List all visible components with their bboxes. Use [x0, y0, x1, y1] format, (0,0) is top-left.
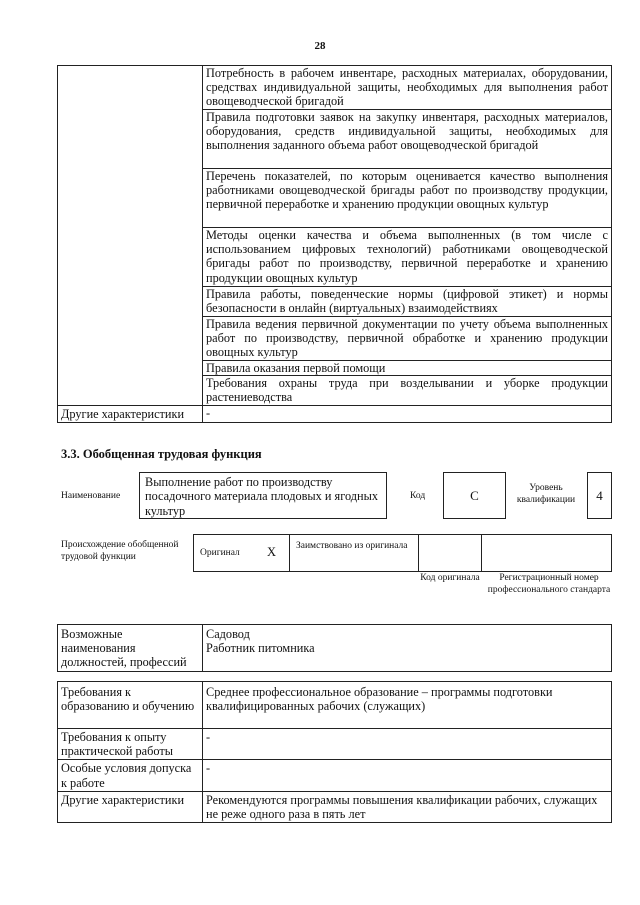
- requirements-table: [57, 681, 612, 823]
- origin-divider: [481, 535, 482, 571]
- position-item: Садовод: [206, 627, 250, 641]
- requirement-label: Требования к образованию и обучению: [58, 682, 203, 729]
- other-characteristics-value: -: [203, 406, 612, 423]
- requirement-value: Среднее профессиональное образование – программы подготовки квалифицированных рабочих (служащих): [203, 682, 612, 729]
- positions-label: Возможные наименования должностей, профессий: [58, 625, 203, 672]
- knowledge-item: Правила подготовки заявок на закупку инвентаря, расходных материалов, оборудования, средств индивидуальной защиты, необходимых для выполнения заданного объема работ овощеводческой бригадой: [203, 110, 612, 169]
- code-value: C: [470, 488, 479, 503]
- knowledge-item: Потребность в рабочем инвентаре, расходных материалах, оборудовании, средствах индивидуальной защиты, необходимых для выполнения работ овощеводческой бригадой: [203, 66, 612, 110]
- knowledge-item: Методы оценки качества и объема выполненных (в том числе с использованием цифровых технологий) работниками овощеводческой бригады работ по производству, первичной переработке и хранению продукции овощных культур: [203, 228, 612, 287]
- original-mark: X: [267, 545, 277, 559]
- name-label: Наименование: [61, 491, 121, 501]
- knowledge-table: [57, 65, 612, 423]
- other-characteristics-label: Другие характеристики: [58, 406, 203, 423]
- origin-divider: [289, 535, 290, 571]
- code-label: Код: [410, 491, 426, 501]
- section-title: 3.3. Обобщенная трудовая функция: [61, 447, 262, 461]
- requirement-value: -: [203, 760, 612, 791]
- table-row: [58, 66, 612, 110]
- position-item: Работник питомника: [206, 641, 315, 656]
- table-row: [58, 729, 612, 760]
- level-label: Уровень квалификации: [516, 483, 576, 505]
- knowledge-item: Правила ведения первичной документации по учету объема выполненных работ по производству, первичной обработке и хранению продукции овощных культур: [203, 317, 612, 361]
- borrowed-label: Заимствовано из оригинала: [296, 541, 408, 551]
- origin-divider: [418, 535, 419, 571]
- table-row: [58, 682, 612, 729]
- table-left-cell: [58, 66, 203, 406]
- knowledge-item: Перечень показателей, по которым оценивается качество выполнения работниками овощеводческой бригады работ по производству продукции, первичной переработке и хранению продукции овощных культур: [203, 169, 612, 228]
- level-value: 4: [596, 488, 603, 503]
- positions-values: [203, 625, 612, 672]
- level-box: [587, 472, 612, 519]
- function-name-value: Выполнение работ по производству посадочного материала плодовых и ягодных культур: [145, 475, 378, 518]
- table-row: [58, 760, 612, 791]
- origin-label: Происхождение обобщенной трудовой функции: [61, 540, 179, 562]
- origin-box: [193, 534, 612, 572]
- function-name-box: [139, 472, 387, 519]
- requirement-value: Рекомендуются программы повышения квалификации рабочих, служащих не реже одного раза в пять лет: [203, 791, 612, 822]
- requirement-label: Другие характеристики: [58, 791, 203, 822]
- table-row: [58, 791, 612, 822]
- positions-table: [57, 624, 612, 672]
- requirement-value: -: [203, 729, 612, 760]
- knowledge-item: Правила оказания первой помощи: [203, 361, 612, 376]
- original-label: Оригинал: [200, 548, 240, 558]
- requirement-label: Требования к опыту практической работы: [58, 729, 203, 760]
- code-box: [443, 472, 506, 519]
- requirement-label: Особые условия допуска к работе: [58, 760, 203, 791]
- table-row: [58, 625, 612, 672]
- page-number: 28: [314, 40, 326, 52]
- reg-caption: Регистрационный номер профессионального стандарта: [487, 573, 611, 595]
- knowledge-item: Правила работы, поведенческие нормы (цифровой этикет) и нормы безопасности в онлайн (виртуальных) взаимодействиях: [203, 287, 612, 317]
- knowledge-item: Требования охраны труда при возделывании и уборке продукции растениеводства: [203, 376, 612, 406]
- code-caption: Код оригинала: [420, 573, 480, 583]
- table-row: [58, 406, 612, 423]
